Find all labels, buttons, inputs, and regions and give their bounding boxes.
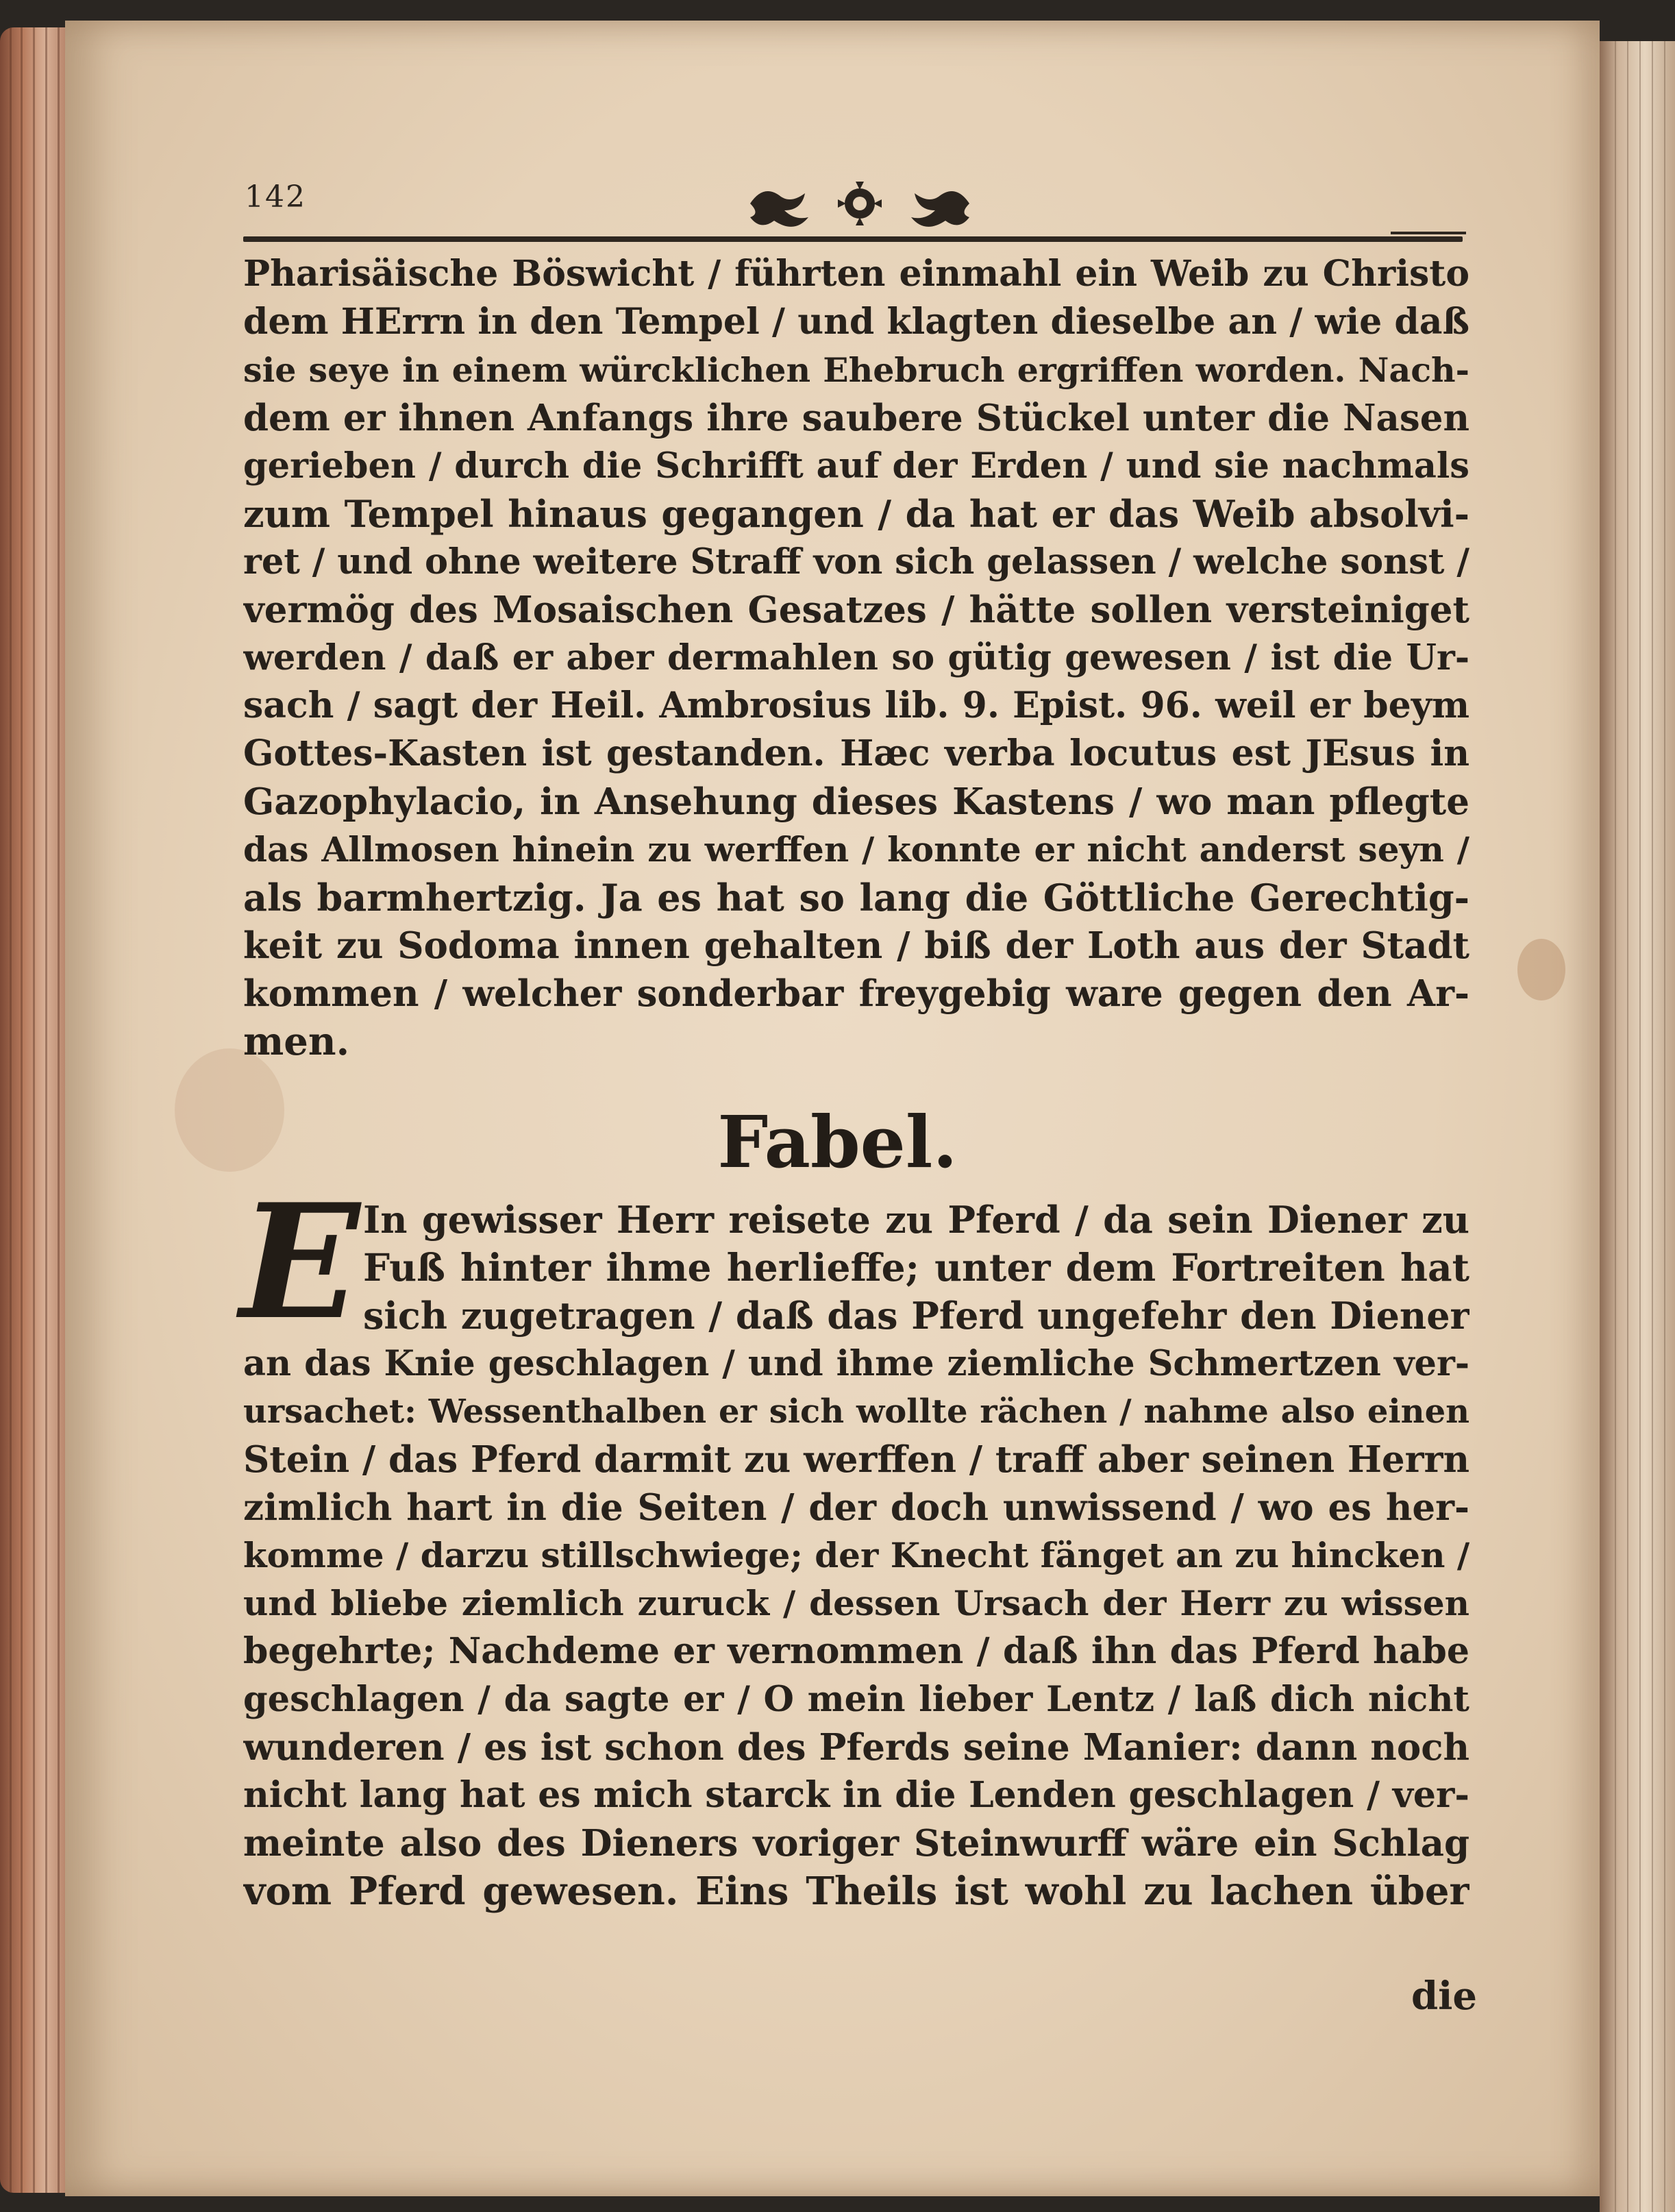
text-line: wunderen / es ist schon des Pferds seine Manier: dann noch [243,1726,1469,1769]
text-line: Pharisäische Böswicht / führten einmahl ein Weib zu Christo [243,253,1469,295]
text-line: kommen / welcher sonderbar freygebig ware gegen den Ar- [243,972,1469,1015]
text-line: meinte also des Dieners voriger Steinwurff wäre ein Schlag [243,1822,1469,1865]
text-line: gerieben / durch die Schrifft auf der Erden / und sie nachmals [243,445,1469,487]
drop-capital: E [240,1170,360,1355]
text-line: vom Pferd gewesen. Eins Theils ist wohl zu lachen über [243,1869,1469,1914]
text-line: dem HErrn in den Tempel / und klagten dieselbe an / wie daß [243,301,1469,343]
header-rule-accent [1391,232,1466,234]
text-line: In gewisser Herr reisete zu Pferd / da sein Diener zu [363,1198,1469,1242]
section-heading: Fabel. [717,1100,958,1184]
text-line: Gazophylacio, in Ansehung dieses Kastens / wo man pflegte [243,781,1469,823]
header-rule [243,236,1463,242]
text-line: Stein / das Pferd darmit zu werffen / traff aber seinen Herrn [243,1438,1469,1481]
text-line: begehrte; Nachdeme er vernommen / daß ihn das Pferd habe [243,1630,1469,1672]
text-line: Gottes-Kasten ist gestanden. Hæc verba locutus est JEsus in [243,733,1469,774]
page-number: 142 [245,180,306,214]
header-ornament-icon [736,180,983,228]
text-line: dem er ihnen Anfangs ihre saubere Stückel unter die Nasen [243,397,1469,439]
text-line: men. [243,1019,350,1064]
upper-paragraph [243,250,1469,1066]
text-line: sie seye in einem würcklichen Ehebruch ergriffen worden. Nach- [243,350,1469,390]
text-line: sich zugetragen / daß das Pferd ungefehr den Diener [363,1294,1469,1338]
text-line: Fuß hinter ihme herlieffe; unter dem Fortreiten hat [363,1245,1469,1290]
text-line: ursachet: Wessenthalben er sich wollte rächen / nahme also einen [243,1392,1469,1431]
text-line: zum Tempel hinaus gegangen / da hat er das Weib absolvi- [243,492,1469,536]
text-line: zimlich hart in die Seiten / der doch unwissend / wo es her- [243,1486,1469,1529]
text-line: nicht lang hat es mich starck in die Lenden geschlagen / ver- [243,1774,1469,1816]
text-line: keit zu Sodoma innen gehalten / biß der Loth aus der Stadt [243,924,1469,967]
text-line: komme / darzu stillschwiege; der Knecht fänget an zu hincken / [243,1535,1469,1575]
text-line: ret / und ohne weitere Straff von sich gelassen / welche sonst / [243,541,1469,582]
text-line: als barmhertzig. Ja es hat so lang die Göttliche Gerechtig- [243,876,1469,920]
text-line: das Allmosen hinein zu werffen / konnte er nicht anderst seyn / [243,829,1469,870]
text-line: vermög des Mosaischen Gesatzes / hätte sollen versteiniget [243,589,1469,631]
text-line: und bliebe ziemlich zuruck / dessen Ursach der Herr zu wissen [243,1583,1469,1623]
fable-paragraph [243,1196,1469,1915]
text-line: geschlagen / da sagte er / O mein lieber Lentz / laß dich nicht [243,1679,1469,1720]
text-line: sach / sagt der Heil. Ambrosius lib. 9. Epist. 96. weil er beym [243,685,1469,726]
text-line: an das Knie geschlagen / und ihme ziemliche Schmertzen ver- [243,1343,1469,1384]
text-line: werden / daß er aber dermahlen so gütig gewesen / ist die Ur- [243,637,1469,678]
catchword: die [1411,1974,1478,2019]
